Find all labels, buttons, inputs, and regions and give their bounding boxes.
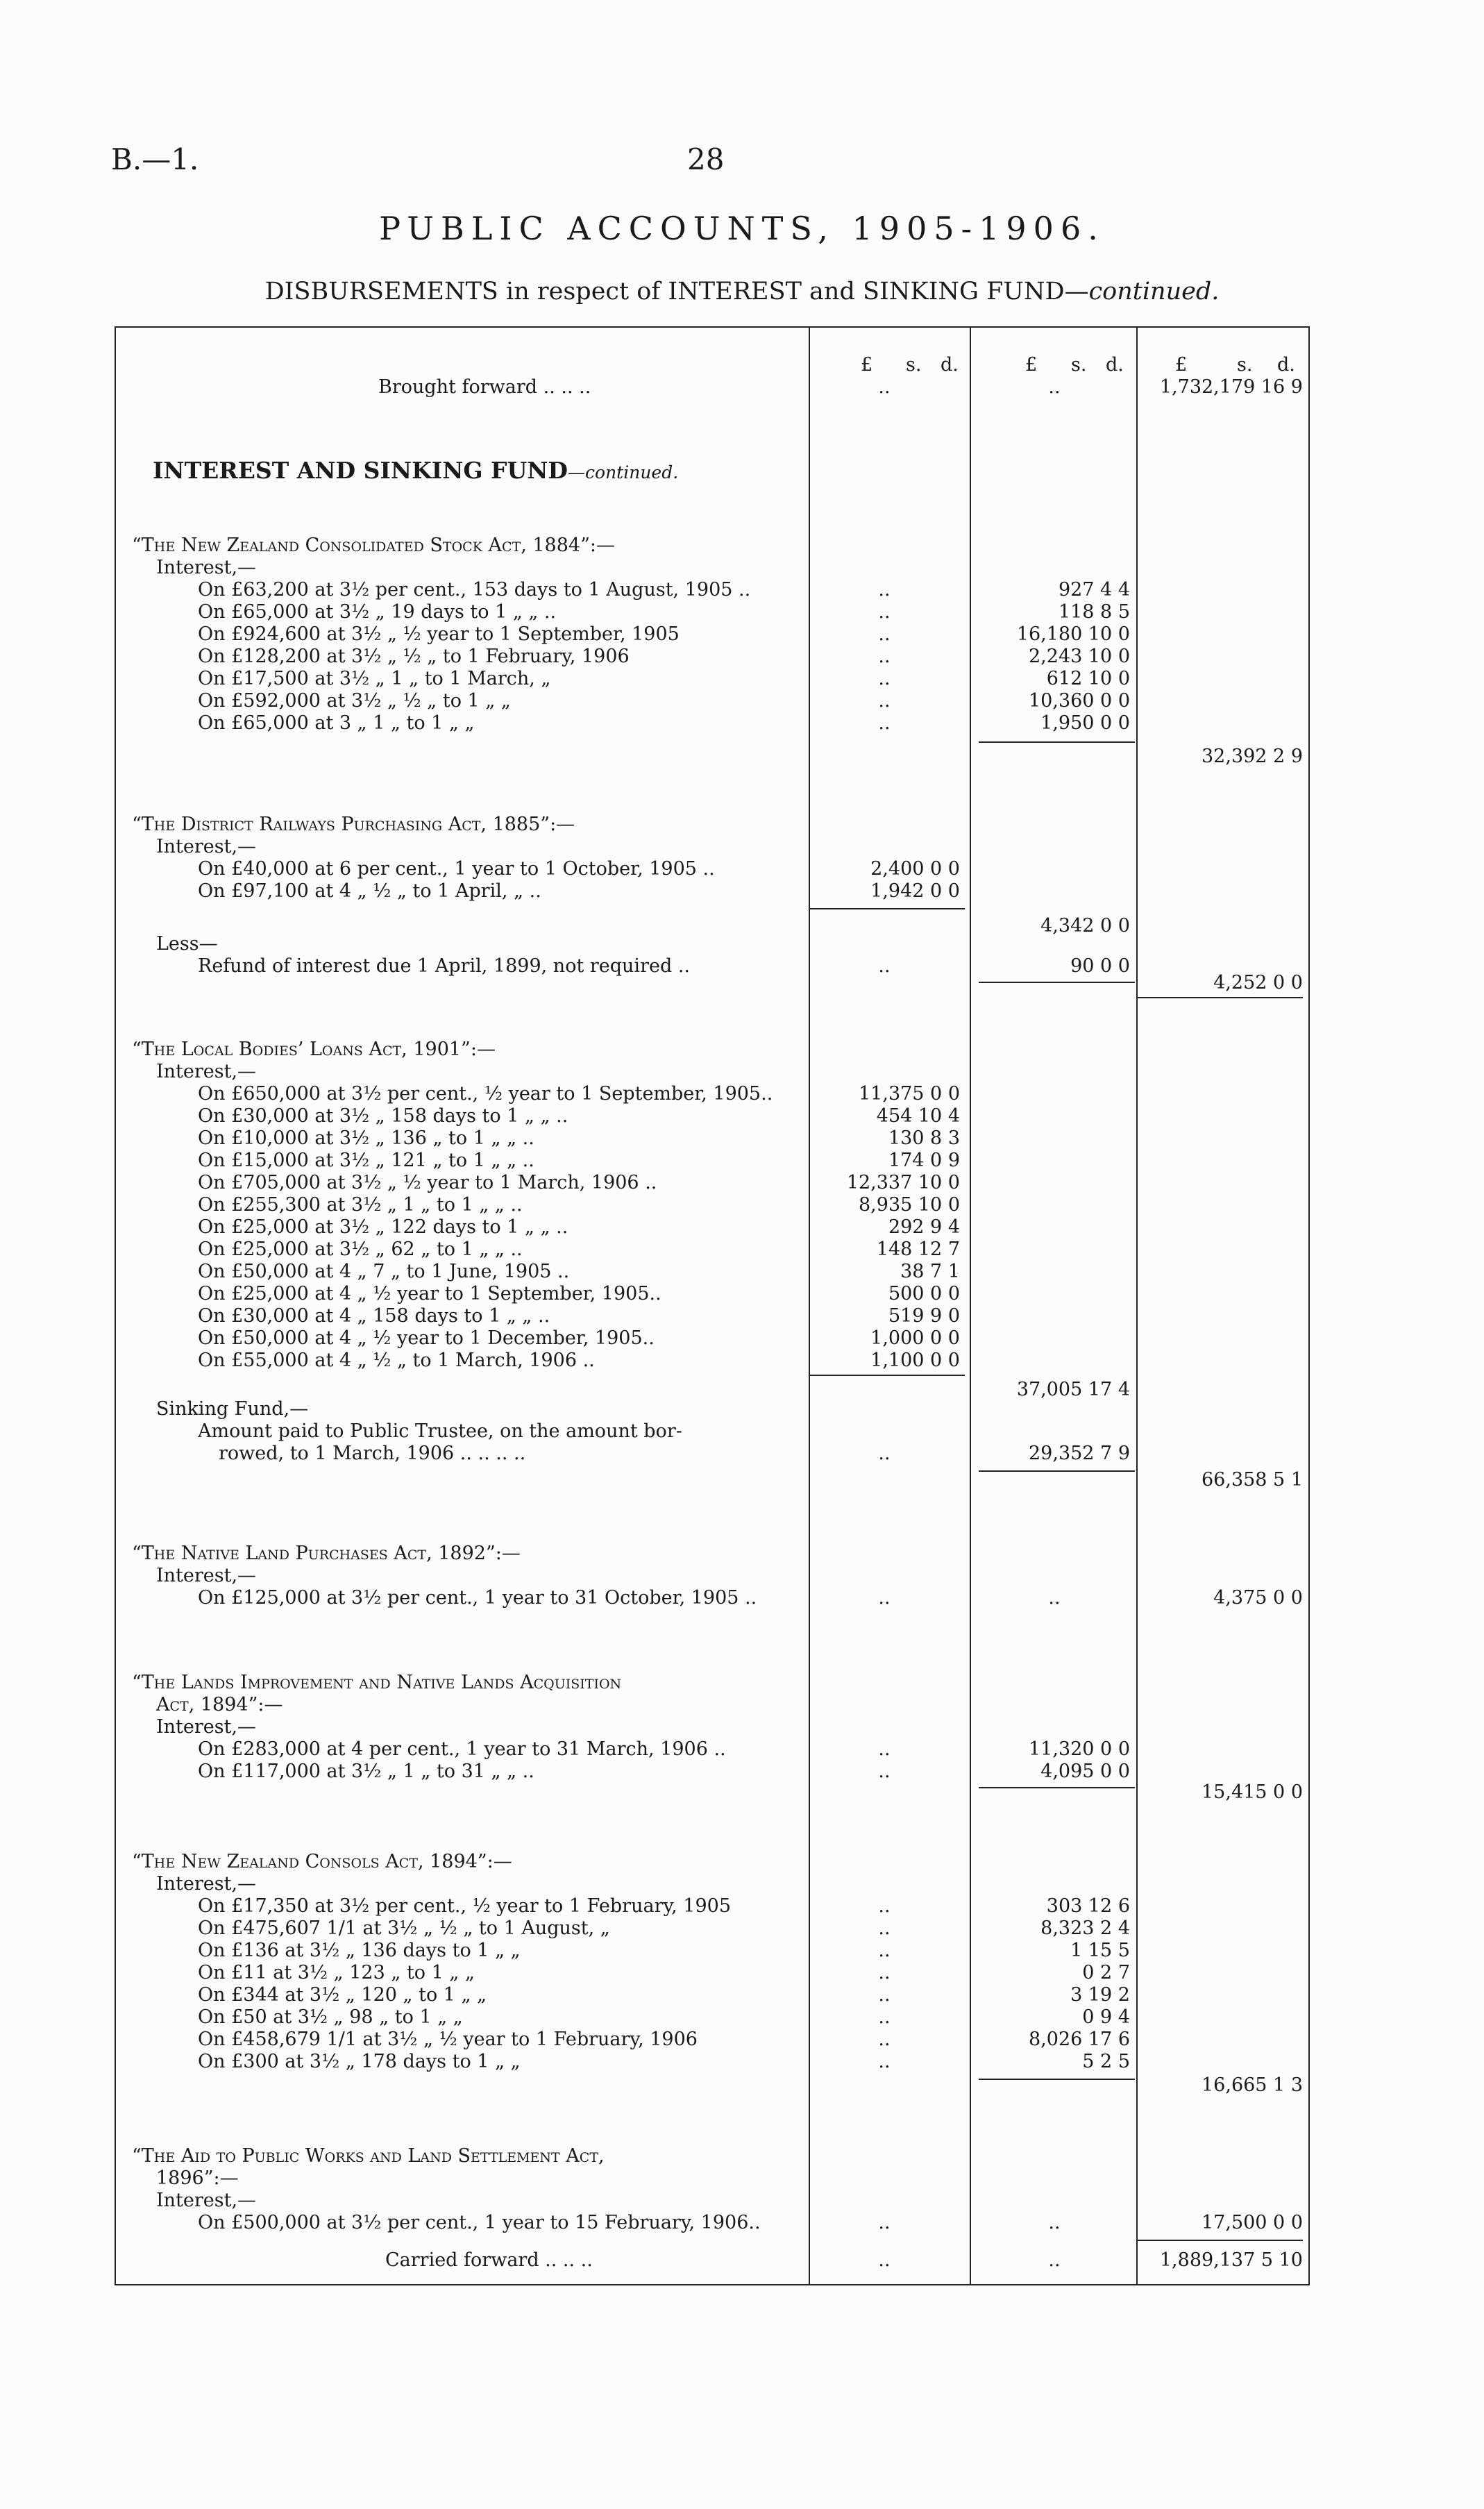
table-row [115, 623, 1308, 647]
row-a: 519 9 0 [888, 1305, 960, 1327]
row-a: 38 7 1 [900, 1261, 960, 1282]
row-a: 1,000 0 0 [870, 1327, 960, 1349]
act-title-text: “The New Zealand Consolidated Stock Act, 1884”:— [132, 535, 615, 556]
row-description: On £255,300 at 3½ „ 1 „ to 1 „ „ .. [198, 1194, 523, 1216]
interest-label-text: Interest,— [156, 1565, 257, 1586]
row-description: On £136 at 3½ „ 136 days to 1 „ „ [198, 1940, 521, 1961]
section-total: 17,500 0 0 [1201, 2212, 1303, 2233]
act-title-text: “The New Zealand Consols Act, 1894”:— [132, 1851, 512, 1872]
section-total: 16,665 1 3 [1201, 2074, 1303, 2096]
interest-label [115, 836, 1308, 859]
row-b: 303 12 6 [1046, 1895, 1130, 1917]
row-b: 1,950 0 0 [1040, 712, 1130, 734]
row-b: 16,180 10 0 [1016, 623, 1130, 645]
table-row [115, 1239, 1308, 1262]
table-row [115, 1305, 1308, 1329]
row-description: On £50,000 at 4 „ 7 „ to 1 June, 1905 .. [198, 1261, 570, 1282]
row-description: On £300 at 3½ „ 178 days to 1 „ „ [198, 2051, 521, 2072]
carried-forward-label: Carried forward .. .. .. [385, 2249, 593, 2271]
act-title [115, 1039, 1308, 1062]
row-b: 11,320 0 0 [1029, 1738, 1130, 1760]
page-subtitle [0, 278, 1484, 305]
row-description: On £458,679 1/1 at 3½ „ ½ year to 1 February, 1906 [198, 2029, 698, 2050]
row-description: On £50,000 at 4 „ ½ year to 1 December, 1905.. [198, 1327, 655, 1349]
row-description: On £475,607 1/1 at 3½ „ ½ „ to 1 August, „ [198, 1918, 610, 1939]
table-row [115, 2029, 1308, 2052]
table-row [115, 1150, 1308, 1173]
row-b: 8,323 2 4 [1040, 1918, 1130, 1939]
table-row [115, 1194, 1308, 1218]
row-b: 0 2 7 [1082, 1962, 1130, 1983]
col-a-shilling: s. [906, 354, 922, 376]
total-rule [1136, 997, 1303, 998]
act-title-text: “The District Railways Purchasing Act, 1885”:— [132, 814, 575, 835]
row-b: 10,360 0 0 [1029, 690, 1130, 712]
row-a: 292 9 4 [888, 1216, 960, 1238]
row-a: 500 0 0 [888, 1283, 960, 1304]
row-a: 11,375 0 0 [859, 1083, 960, 1105]
table-row [115, 1083, 1308, 1107]
row-a: .. [878, 601, 891, 623]
row-a: .. [878, 1940, 891, 1961]
row-description: On £30,000 at 3½ „ 158 days to 1 „ „ .. [198, 1105, 568, 1127]
act-title-continued [115, 1694, 1308, 1718]
row-b: 1 15 5 [1070, 1940, 1130, 1961]
carried-forward-a: .. [878, 2249, 891, 2271]
subtotal: 37,005 17 4 [1016, 1379, 1130, 1400]
less-label [115, 933, 1308, 957]
act-title-continued [115, 2167, 1308, 2191]
row-description: On £11 at 3½ „ 123 „ to 1 „ „ [198, 1962, 475, 1983]
row-a: .. [878, 712, 891, 734]
row-description: On £55,000 at 4 „ ½ „ to 1 March, 1906 .. [198, 1350, 595, 1371]
row-description: Amount paid to Public Trustee, on the amount bor- [198, 1420, 682, 1442]
brought-forward-a: .. [878, 376, 891, 398]
interest-label [115, 557, 1308, 580]
row-description: On £592,000 at 3½ „ ½ „ to 1 „ „ [198, 690, 511, 712]
row-b: 90 0 0 [1070, 955, 1130, 977]
section-total: 4,252 0 0 [1213, 972, 1303, 993]
subtitle-continued: continued. [1088, 278, 1220, 305]
row-a: .. [878, 2006, 891, 2028]
row-a: .. [878, 1984, 891, 2006]
row-a: 2,400 0 0 [870, 858, 960, 880]
row-description: On £25,000 at 3½ „ 62 „ to 1 „ „ .. [198, 1239, 523, 1260]
col-b-shilling: s. [1071, 354, 1087, 376]
table-row [115, 690, 1308, 714]
row-description: On £125,000 at 3½ per cent., 1 year to 31 October, 1905 .. [198, 1587, 757, 1609]
table-row [115, 1420, 1308, 1444]
row-description: On £65,000 at 3 „ 1 „ to 1 „ „ [198, 712, 475, 734]
document-reference: B.—1. [111, 142, 199, 176]
row-b: 5 2 5 [1082, 2051, 1130, 2072]
row-b: 29,352 7 9 [1029, 1443, 1130, 1464]
row-a: .. [878, 646, 891, 667]
row-description: On £50 at 3½ „ 98 „ to 1 „ „ [198, 2006, 463, 2028]
row-description: On £705,000 at 3½ „ ½ year to 1 March, 1906 .. [198, 1172, 657, 1193]
table-row [115, 2212, 1308, 2235]
row-a: .. [878, 1761, 891, 1782]
subtotal: 4,342 0 0 [1040, 915, 1130, 937]
section-total: 4,375 0 0 [1213, 1587, 1303, 1609]
table-row [115, 880, 1308, 904]
table-row [115, 1172, 1308, 1195]
act-title-text: “The Lands Improvement and Native Lands Acquisition [132, 1672, 622, 1693]
sinking-fund-label [115, 1398, 1308, 1422]
row-description: On £128,200 at 3½ „ ½ „ to 1 February, 1906 [198, 646, 630, 667]
row-b: 0 9 4 [1082, 2006, 1130, 2028]
table-row [115, 646, 1308, 669]
col-b-pence: d. [1106, 354, 1124, 376]
carried-forward-total: 1,889,137 5 10 [1159, 2249, 1303, 2271]
col-c-pound: £ [1175, 354, 1188, 376]
row-a: .. [878, 1738, 891, 1760]
interest-label [115, 1061, 1308, 1084]
row-description: On £650,000 at 3½ per cent., ½ year to 1 September, 1905.. [198, 1083, 773, 1105]
row-description: On £17,350 at 3½ per cent., ½ year to 1 February, 1905 [198, 1895, 732, 1917]
row-a: 1,100 0 0 [870, 1350, 960, 1371]
section-total-row [115, 1781, 1308, 1805]
row-description: On £63,200 at 3½ per cent., 153 days to 1 August, 1905 .. [198, 579, 751, 601]
act-title [115, 1851, 1308, 1874]
table-row [115, 1105, 1308, 1129]
table-row [115, 1127, 1308, 1151]
col-a-pound: £ [861, 354, 873, 376]
interest-label-text: Interest,— [156, 836, 257, 857]
row-a: .. [878, 690, 891, 712]
row-a: 8,935 10 0 [859, 1194, 960, 1216]
row-description: On £97,100 at 4 „ ½ „ to 1 April, „ .. [198, 880, 541, 902]
row-a: 454 10 4 [876, 1105, 960, 1127]
row-a: 130 8 3 [888, 1127, 960, 1149]
row-b: 2,243 10 0 [1029, 646, 1130, 667]
table-row [115, 1587, 1308, 1611]
interest-label [115, 2190, 1308, 2213]
row-b: 8,026 17 6 [1029, 2029, 1130, 2050]
interest-label-text: Interest,— [156, 1061, 257, 1082]
brought-forward-label: Brought forward .. .. .. [378, 376, 591, 398]
table-row [115, 579, 1308, 603]
row-description: On £15,000 at 3½ „ 121 „ to 1 „ „ .. [198, 1150, 534, 1171]
row-description: On £25,000 at 4 „ ½ year to 1 September, 1905.. [198, 1283, 661, 1304]
subtotal-rule [809, 908, 965, 909]
row-description: On £40,000 at 6 per cent., 1 year to 1 October, 1905 .. [198, 858, 715, 880]
act-title-text: 1896”:— [156, 2167, 239, 2189]
row-a: .. [878, 623, 891, 645]
interest-label-text: Interest,— [156, 2190, 257, 2211]
row-description: On £10,000 at 3½ „ 136 „ to 1 „ „ .. [198, 1127, 534, 1149]
interest-label-text: Interest,— [156, 1873, 257, 1895]
brought-forward-row [115, 376, 1308, 400]
table-row [115, 1443, 1308, 1466]
table-row [115, 858, 1308, 882]
table-row [115, 1216, 1308, 1240]
row-description: On £30,000 at 4 „ 158 days to 1 „ „ .. [198, 1305, 550, 1327]
interest-label [115, 1565, 1308, 1588]
row-a: .. [878, 2051, 891, 2072]
act-title [115, 1543, 1308, 1566]
row-a: .. [878, 1587, 891, 1609]
page-number: 28 [687, 142, 725, 176]
interest-label-text: Interest,— [156, 557, 257, 578]
row-description: On £17,500 at 3½ „ 1 „ to 1 March, „ [198, 668, 551, 689]
section-total: 66,358 5 1 [1201, 1469, 1303, 1491]
carried-forward-b: .. [1048, 2249, 1061, 2271]
table-row [115, 1962, 1308, 1986]
brought-forward-total: 1,732,179 16 9 [1159, 376, 1303, 398]
section-heading-text [115, 457, 840, 484]
table-row [115, 712, 1308, 736]
act-title-text: Act, 1894”:— [156, 1694, 283, 1715]
col-c-pence: d. [1277, 354, 1295, 376]
row-b: 118 8 5 [1058, 601, 1130, 623]
section-heading-main: INTEREST AND SINKING FUND [153, 457, 568, 484]
row-description: rowed, to 1 March, 1906 .. .. .. .. [219, 1443, 526, 1464]
carried-forward-row [115, 2249, 1308, 2273]
row-b: 612 10 0 [1046, 668, 1130, 689]
act-title-text: “The Native Land Purchases Act, 1892”:— [132, 1543, 521, 1564]
row-description: On £65,000 at 3½ „ 19 days to 1 „ „ .. [198, 601, 557, 623]
subtotal-rule [809, 1375, 965, 1376]
row-b: 927 4 4 [1058, 579, 1130, 601]
interest-label [115, 1873, 1308, 1897]
table-row [115, 1738, 1308, 1762]
table-row [115, 1761, 1308, 1784]
act-title [115, 814, 1308, 837]
sinking-fund-label-text: Sinking Fund,— [156, 1398, 309, 1420]
table-row [115, 2051, 1308, 2074]
row-description: Refund of interest due 1 April, 1899, not required .. [198, 955, 690, 977]
table-row [115, 1918, 1308, 1941]
table-row [115, 601, 1308, 625]
table-row [115, 1350, 1308, 1373]
disbursements-table [115, 326, 1308, 2284]
subtotal-rule [979, 741, 1135, 743]
row-a: .. [878, 1895, 891, 1917]
row-description: On £25,000 at 3½ „ 122 days to 1 „ „ .. [198, 1216, 568, 1238]
section-total: 32,392 2 9 [1201, 746, 1303, 767]
table-row [115, 1940, 1308, 1963]
row-a: .. [878, 1918, 891, 1939]
section-total-row [115, 746, 1308, 769]
row-a: 12,337 10 0 [846, 1172, 960, 1193]
act-title [115, 2145, 1308, 2169]
row-b: 4,095 0 0 [1040, 1761, 1130, 1782]
row-a: .. [878, 955, 891, 977]
row-a: .. [878, 1443, 891, 1464]
row-a: .. [878, 1962, 891, 1983]
row-a: 174 0 9 [888, 1150, 960, 1171]
act-title-text: “The Aid to Public Works and Land Settlement Act, [132, 2145, 605, 2167]
section-total-row [115, 972, 1308, 996]
table-row [115, 2006, 1308, 2030]
col-a-pence: d. [941, 354, 959, 376]
act-title [115, 1672, 1308, 1695]
table-row [115, 668, 1308, 691]
row-b: .. [1048, 2212, 1061, 2233]
row-a: .. [878, 2212, 891, 2233]
carried-forward-rule [1136, 2240, 1303, 2241]
brought-forward-b: .. [1048, 376, 1061, 398]
act-title [115, 535, 1308, 558]
section-heading-continued: —continued. [568, 462, 679, 482]
row-a: .. [878, 579, 891, 601]
row-a: .. [878, 668, 891, 689]
table-row [115, 1283, 1308, 1307]
less-label-text: Less— [156, 933, 218, 955]
row-b: 3 19 2 [1070, 1984, 1130, 2006]
row-a: 1,942 0 0 [870, 880, 960, 902]
col-c-shilling: s. [1237, 354, 1253, 376]
row-b: .. [1048, 1587, 1061, 1609]
act-title-text: “The Local Bodies’ Loans Act, 1901”:— [132, 1039, 496, 1060]
section-total-row [115, 1469, 1308, 1493]
col-b-pound: £ [1025, 354, 1038, 376]
table-row [115, 1895, 1308, 1919]
interest-label [115, 1716, 1308, 1740]
row-a: .. [878, 2029, 891, 2050]
row-description: On £344 at 3½ „ 120 „ to 1 „ „ [198, 1984, 487, 2006]
row-description: On £500,000 at 3½ per cent., 1 year to 15 February, 1906.. [198, 2212, 761, 2233]
row-description: On £924,600 at 3½ „ ½ year to 1 September, 1905 [198, 623, 680, 645]
table-row [115, 1261, 1308, 1284]
section-heading [115, 457, 1308, 487]
row-description: On £117,000 at 3½ „ 1 „ to 31 „ „ .. [198, 1761, 534, 1782]
subtitle-main: DISBURSEMENTS in respect of INTEREST and SINKING FUND— [264, 278, 1089, 305]
row-a: 148 12 7 [876, 1239, 960, 1260]
section-total-row [115, 2074, 1308, 2098]
page-title: PUBLIC ACCOUNTS, 1905-1906. [379, 210, 1105, 247]
table-row [115, 1327, 1308, 1351]
table-row [115, 1984, 1308, 2008]
interest-label-text: Interest,— [156, 1716, 257, 1738]
section-total: 15,415 0 0 [1201, 1781, 1303, 1803]
row-description: On £283,000 at 4 per cent., 1 year to 31 March, 1906 .. [198, 1738, 726, 1760]
